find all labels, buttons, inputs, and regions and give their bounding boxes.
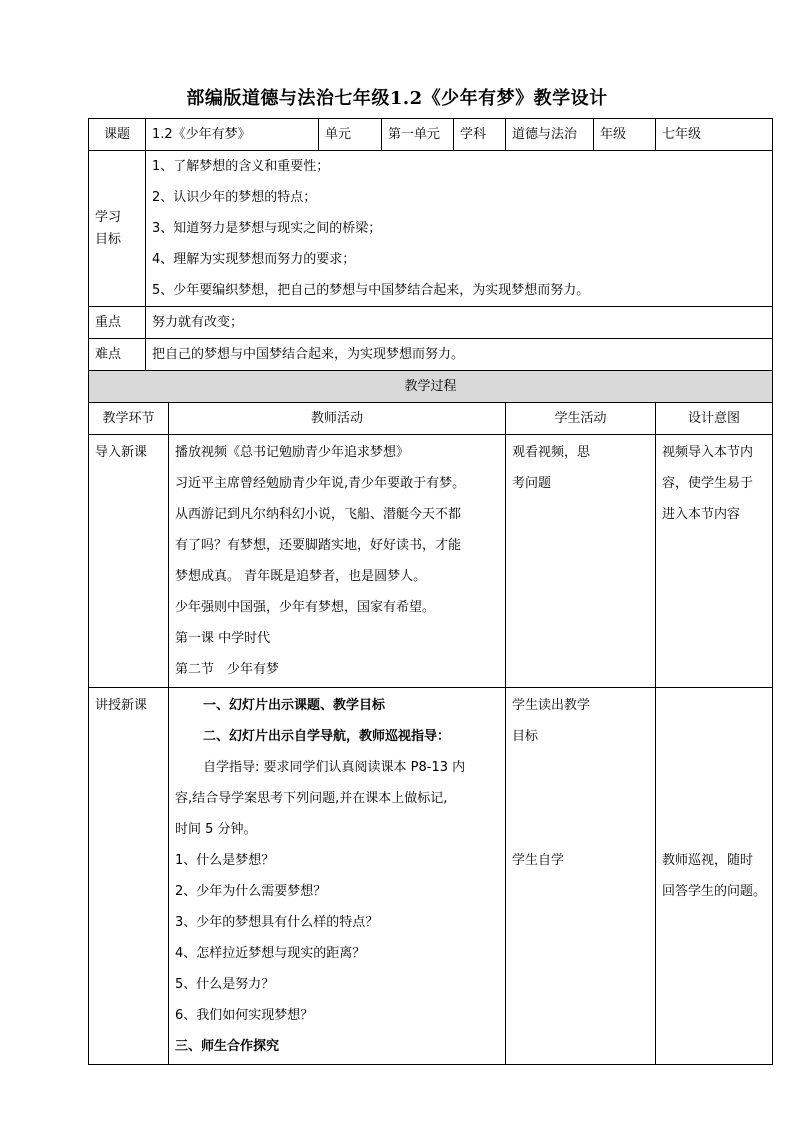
- self-study-line: 容,结合导学案思考下列问题,并在课本上做标记,: [175, 791, 448, 806]
- teacher-line: 有了吗？有梦想，还要脚踏实地，好好读书，才能: [175, 538, 462, 553]
- teacher-line: 播放视频《总书记勉励青少年追求梦想》: [175, 445, 410, 460]
- question-item: 4、怎样拉近梦想与现实的距离？: [175, 946, 366, 961]
- self-study-line: 自学指导: 要求同学们认真阅读课本 P8-13 内: [203, 760, 466, 775]
- process-title: 教学过程: [89, 371, 773, 403]
- process-title-row: [89, 371, 773, 403]
- subject-value: 道德与法治: [506, 119, 594, 151]
- key-point-label: 重点: [89, 307, 146, 339]
- unit-label: 单元: [319, 119, 382, 151]
- unit-value: 第一单元: [382, 119, 454, 151]
- grade-value: 七年级: [656, 119, 773, 151]
- teacher-line: 从西游记到凡尔纳科幻小说，飞船、潜艇今天不都: [175, 507, 462, 522]
- self-study-line: 时间 5 分钟。: [175, 822, 257, 837]
- lesson-plan-table: [88, 118, 773, 1065]
- difficulty-label: 难点: [89, 339, 146, 371]
- teacher-heading: 三、师生合作探究: [175, 1039, 280, 1054]
- intro-teacher-activity: [169, 435, 506, 688]
- question-item: 1、什么是梦想？: [175, 853, 275, 868]
- course-label: 课题: [89, 119, 146, 151]
- objective-item: 4、理解为实现梦想而努力的要求；: [152, 252, 356, 267]
- objective-item: 2、认识少年的梦想的特点；: [152, 190, 317, 205]
- teacher-line: 梦想成真。 青年既是追梦者，也是圆梦人。: [175, 569, 427, 584]
- new-lesson-row: [89, 688, 773, 1065]
- intro-row: [89, 435, 773, 688]
- difficulty-value: 把自己的梦想与中国梦结合起来，为实现梦想而努力。: [146, 339, 773, 371]
- intro-stage: 导入新课: [89, 435, 169, 688]
- subject-label: 学科: [454, 119, 506, 151]
- column-header-row: [89, 403, 773, 435]
- teacher-line: 第一课 中学时代: [175, 631, 271, 646]
- new-lesson-student-activity: 学生读出教学 目标 学生自学: [506, 688, 656, 1065]
- teacher-line: 少年强则中国强，少年有梦想，国家有希望。: [175, 600, 436, 615]
- new-lesson-design-intent: 教师巡视，随时 回答学生的问题。: [656, 688, 773, 1065]
- question-item: 5、什么是努力？: [175, 977, 275, 992]
- key-point-value: 努力就有改变；: [146, 307, 773, 339]
- intro-design-intent: 视频导入本节内 容，使学生易于 进入本节内容: [656, 435, 773, 688]
- objectives-list: [146, 151, 773, 307]
- teacher-line: 第二节 少年有梦: [175, 662, 280, 677]
- header-row: [89, 119, 773, 151]
- column-header-teacher: 教师活动: [169, 403, 506, 435]
- difficulty-row: [89, 339, 773, 371]
- objective-item: 1、了解梦想的含义和重要性；: [152, 159, 330, 174]
- column-header-student: 学生活动: [506, 403, 656, 435]
- grade-label: 年级: [594, 119, 656, 151]
- teacher-heading: 二、幻灯片出示自学导航，教师巡视指导：: [203, 729, 451, 744]
- objective-item: 3、知道努力是梦想与现实之间的桥梁；: [152, 221, 382, 236]
- new-lesson-teacher-activity: [169, 688, 506, 1065]
- new-lesson-stage: 讲授新课: [89, 688, 169, 1065]
- question-item: 6、我们如何实现梦想？: [175, 1008, 314, 1023]
- course-value: 1.2《少年有梦》: [146, 119, 319, 151]
- objectives-row: [89, 151, 773, 307]
- objective-item: 5、少年要编织梦想，把自己的梦想与中国梦结合起来，为实现梦想而努力。: [152, 283, 590, 298]
- objectives-label: 学习 目标: [89, 151, 146, 307]
- question-item: 3、少年的梦想具有什么样的特点？: [175, 915, 379, 930]
- teacher-heading: 一、幻灯片出示课题、教学目标: [203, 698, 386, 713]
- intro-student-activity: 观看视频，思 考问题: [506, 435, 656, 688]
- document-title: 部编版道德与法治七年级1.2《少年有梦》教学设计: [186, 88, 608, 109]
- column-header-intent: 设计意图: [656, 403, 773, 435]
- question-item: 2、少年为什么需要梦想？: [175, 884, 327, 899]
- column-header-stage: 教学环节: [89, 403, 169, 435]
- teacher-line: 习近平主席曾经勉励青少年说,青少年要敢于有梦。: [175, 476, 466, 491]
- key-point-row: [89, 307, 773, 339]
